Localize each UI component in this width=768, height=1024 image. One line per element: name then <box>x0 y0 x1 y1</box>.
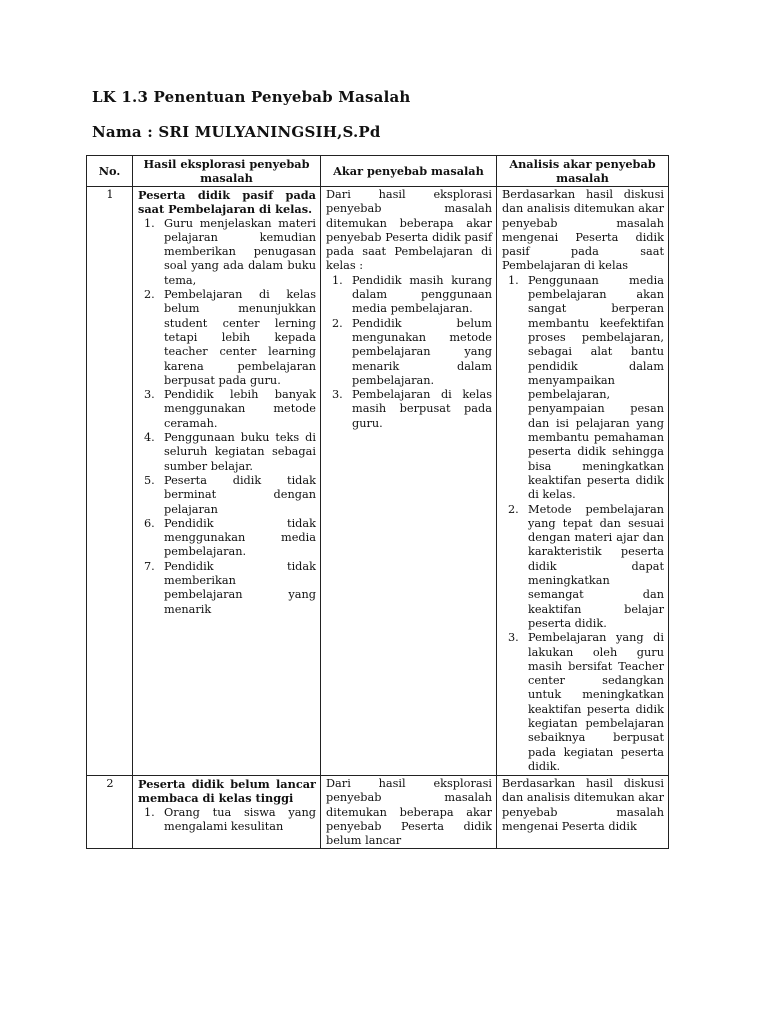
cell-hasil-eksplorasi <box>133 776 321 849</box>
list-item: 1. Orang tua siswa yang mengalami kesulitan <box>144 805 316 834</box>
cell-hasil-eksplorasi <box>133 187 321 776</box>
header-analisis: Analisis akar penyebab masalah <box>497 156 669 187</box>
list-item: 3. Pembelajaran yang di lakukan oleh guru masih bersifat Teacher center sedangkan untuk meningkatkan keaktifan peserta didik kegiatan pembelajaran sebaiknya berpusat pada kegiatan peserta didik. <box>508 631 664 773</box>
problem-heading: Peserta didik belum lancar membaca di kelas tinggi <box>138 777 316 806</box>
cell-akar-penyebab <box>321 187 497 776</box>
list-item: 3. Pembelajaran di kelas masih berpusat pada guru. <box>332 388 492 430</box>
table-header-row <box>87 156 669 187</box>
header-hasil-eksplorasi: Hasil eksplorasi penyebab masalah <box>133 156 321 187</box>
table-row <box>87 776 669 849</box>
header-no: No. <box>87 156 133 187</box>
analysis-intro: Berdasarkan hasil diskusi dan analisis ditemukan akar penyebab masalah mengenai Peserta didik pasif pada saat Pembelajaran di kelas <box>502 188 664 273</box>
row-number: 1 <box>87 187 133 776</box>
analysis-list <box>502 274 664 774</box>
cell-akar-penyebab <box>321 776 497 849</box>
list-item: 5. Peserta didik tidak berminat dengan pelajaran <box>144 473 316 516</box>
problem-heading: Peserta didik pasif pada saat Pembelajaran di kelas. <box>138 188 316 217</box>
list-item: 1. Penggunaan media pembelajaran akan sangat berperan membantu keefektifan proses pembelajaran, sebagai alat bantu pendidik dalam menyampaikan pembelajaran, penyampaian pesan dan isi pelajaran yang membantu pemahaman peserta didik sehingga bisa meningkatkan keaktifan peserta didik di kelas. <box>508 273 664 502</box>
list-item: 2. Metode pembelajaran yang tepat dan sesuai dengan materi ajar dan karakteristik peserta didik dapat meningkatkan semangat dan keaktifan belajar peserta didik. <box>508 502 664 630</box>
list-item: 1. Pendidik masih kurang dalam penggunaan media pembelajaran. <box>332 273 492 316</box>
analysis-table <box>86 155 669 849</box>
root-cause-intro: Dari hasil eksplorasi penyebab masalah ditemukan beberapa akar penyebab Peserta didik belum lancar <box>326 777 492 848</box>
analysis-intro: Berdasarkan hasil diskusi dan analisis ditemukan akar penyebab masalah mengenai Peserta didik <box>502 777 664 834</box>
list-item: 1. Guru menjelaskan materi pelajaran kemudian memberikan penugasan soal yang ada dalam buku tema, <box>144 216 316 287</box>
list-item: 6. Pendidik tidak menggunakan media pembelajaran. <box>144 516 316 559</box>
root-cause-intro: Dari hasil eksplorasi penyebab masalah ditemukan beberapa akar penyebab Peserta didik pasif pada saat Pembelajaran di kelas : <box>326 188 492 273</box>
document-title: LK 1.3 Penentuan Penyebab Masalah <box>92 88 411 106</box>
cause-list <box>138 806 316 835</box>
list-item: 4. Penggunaan buku teks di seluruh kegiatan sebagai sumber belajar. <box>144 431 316 473</box>
list-item: 7. Pendidik tidak memberikan pembelajaran yang menarik <box>144 559 316 616</box>
header-akar-penyebab: Akar penyebab masalah <box>321 156 497 187</box>
cell-analisis <box>497 776 669 849</box>
row-number: 2 <box>87 776 133 849</box>
cell-analisis <box>497 187 669 776</box>
list-item: 2. Pembelajaran di kelas belum menunjukkan student center lerning tetapi lebih kepada teacher center learning karena pembelajaran berpusat pada guru. <box>144 288 316 387</box>
list-item: 3. Pendidik lebih banyak menggunakan metode ceramah. <box>144 388 316 430</box>
root-cause-list <box>326 274 492 431</box>
cause-list <box>138 217 316 617</box>
table-row <box>87 187 669 776</box>
author-name: Nama : SRI MULYANINGSIH,S.Pd <box>92 123 381 141</box>
list-item: 2. Pendidik belum mengunakan metode pembelajaran yang menarik dalam pembelajaran. <box>332 316 492 387</box>
